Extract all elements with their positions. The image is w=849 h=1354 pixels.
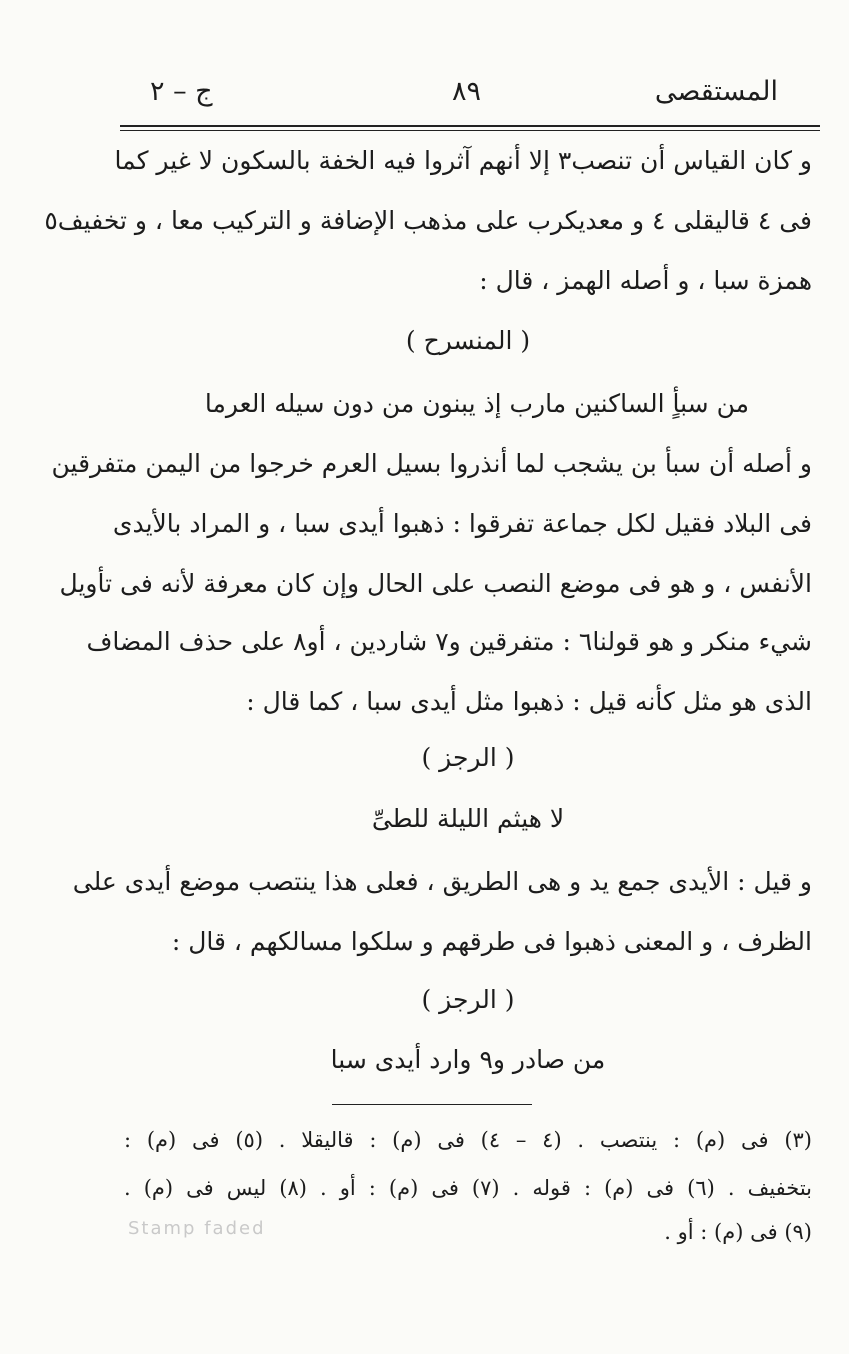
verse-line: من صادر و٩ وارد أيدى سبا (330, 1045, 606, 1074)
body-line: فى البلاد فقيل لكل جماعة تفرقوا : ذهبوا أيدى سبا ، و المراد بالأيدى (112, 509, 812, 538)
meter-label: ( الرجز ) (421, 743, 515, 772)
body-line: الأنفس ، و هو فى موضع النصب على الحال وإن كان معرفة لأنه فى تأويل (59, 569, 812, 598)
footnote-line: (٣) فى (م) : ينتصب . (٤ – ٤) فى (م) : قاليقلا . (٥) فى (م) : (124, 1128, 812, 1152)
meter-label: ( الرجز ) (421, 985, 515, 1014)
body-line: و أصله أن سبأ بن يشجب لما أنذروا بسيل العرم خرجوا من اليمن متفرقين (51, 449, 812, 478)
page-number: ٨٩ (452, 76, 482, 107)
footnote-separator (332, 1104, 532, 1105)
running-title: المستقصى (654, 76, 778, 107)
meter-label: ( المنسرح ) (405, 326, 531, 355)
body-line: و كان القياس أن تنصب٣ إلا أنهم آثروا فيه الخفة بالسكون لا غير كما (114, 146, 812, 175)
header-rule-thick (120, 125, 820, 127)
volume-label: ج – ٢ (150, 76, 213, 107)
verse-line: من سبأٍ الساكنين مارب إذ يبنون من دون سيله العرما (204, 389, 749, 418)
verse-line: لا هيثم الليلة للطىِّ (371, 804, 565, 833)
body-line: الظرف ، و المعنى ذهبوا فى طرقهم و سلكوا مسالكهم ، قال : (171, 927, 812, 956)
library-stamp: Stamp faded (128, 1218, 266, 1239)
body-line: شيء منكر و هو قولنا٦ : متفرقين و٧ شاردين ، أو٨ على حذف المضاف (86, 627, 812, 656)
body-line: و قيل : الأيدى جمع يد و هى الطريق ، فعلى هذا ينتصب موضع أيدى على (72, 867, 812, 896)
footnote-line: بتخفيف . (٦) فى (م) : قوله . (٧) فى (م) : أو . (٨) ليس فى (م) . (124, 1176, 813, 1200)
body-line: الذى هو مثل كأنه قيل : ذهبوا مثل أيدى سبا ، كما قال : (246, 687, 812, 716)
body-line: همزة سبا ، و أصله الهمز ، قال : (479, 266, 812, 295)
page-header (120, 76, 818, 120)
body-line: فى ٤ قاليقلى ٤ و معديكرب على مذهب الإضافة و التركيب معا ، و تخفيف٥ (44, 206, 812, 235)
header-rule-thin (120, 130, 820, 131)
footnote-line: (٩) فى (م) : أو . (664, 1220, 812, 1244)
